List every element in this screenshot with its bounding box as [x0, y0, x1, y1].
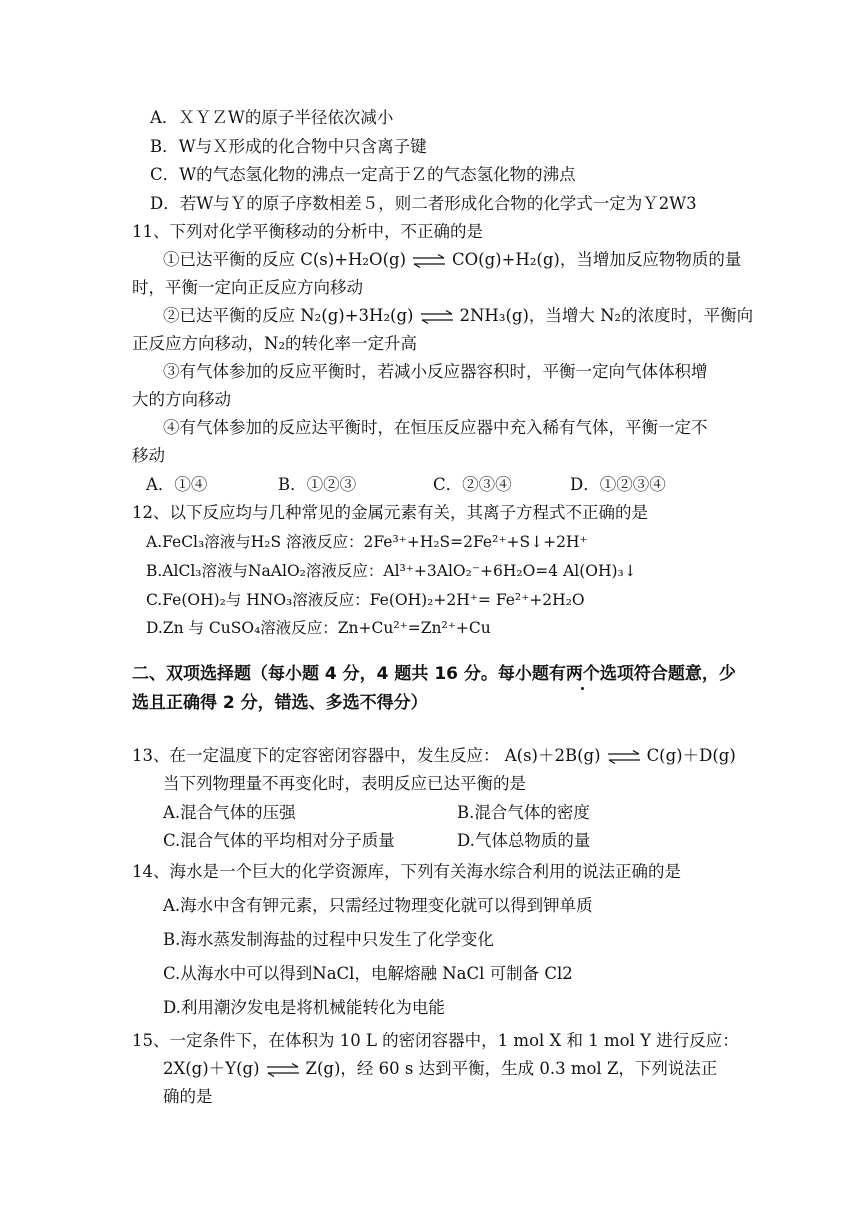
equilibrium-arrow-icon [420, 310, 454, 324]
q10-option-c: C．W的气态氢化物的沸点一定高于Ｚ的气态氢化物的沸点 [150, 165, 576, 184]
q11-statement-4: ④有气体参加的反应达平衡时，在恒压反应器中充入稀有气体，平衡一定不 [163, 418, 708, 437]
q11-statement-2-cont: 正反应方向移动，N₂的转化率一定升高 [132, 334, 418, 353]
q15-stem: 15、一定条件下，在体积为 10 L 的密闭容器中，1 mol X 和 1 mol Y 进行反应： [132, 1031, 739, 1050]
q13-option-c: C.混合气体的平均相对分子质量 [163, 831, 395, 850]
q14-option-c: C.从海水中可以得到NaCl，电解熔融 NaCl 可制备 Cl2 [163, 964, 573, 983]
q11-option-c: C．②③④ [433, 475, 512, 494]
q14-option-a: A.海水中含有钾元素，只需经过物理变化就可以得到钾单质 [163, 896, 593, 915]
q11-option-b: B．①②③ [278, 475, 357, 494]
q13-option-a: A.混合气体的压强 [163, 803, 296, 822]
q13-option-b: B.混合气体的密度 [457, 803, 590, 822]
equilibrium-arrow-icon [412, 254, 446, 268]
section-2-heading-cont: 选且正确得 2 分，错选、多选不得分） [132, 693, 428, 713]
equilibrium-arrow-icon [266, 1063, 300, 1077]
q12-stem: 12、以下反应均与几种常见的金属元素有关，其离子方程式不正确的是 [132, 503, 648, 522]
q12-option-d: D.Zn 与 CuSO₄溶液反应：Zn+Cu²⁺=Zn²⁺+Cu [146, 619, 491, 637]
q14-option-b: B.海水蒸发制海盐的过程中只发生了化学变化 [163, 930, 494, 949]
q12-option-c: C.Fe(OH)₂与 HNO₃溶液反应：Fe(OH)₂+2H⁺= Fe²⁺+2H₂O [146, 591, 585, 609]
section-2-heading: 二、双项选择题（每小题 4 分，4 题共 16 分。每小题有两个选项符合题意，少 [132, 664, 736, 684]
q11-statement-1: ①已达平衡的反应 C(s)+H₂O(g) CO(g)+H₂(g)，当增加反应物物质的量 [163, 250, 742, 269]
q12-option-b: B.AlCl₃溶液与NaAlO₂溶液反应：Al³⁺+3AlO₂⁻+6H₂O=4 Al(OH)₃↓ [146, 562, 637, 580]
q11-statement-4-cont: 移动 [132, 446, 165, 465]
q11-option-a: A．①④ [146, 475, 208, 494]
emphasis-dots: 两个 [565, 664, 600, 684]
q13-option-d: D.气体总物质的量 [457, 831, 591, 850]
q15-stem-cont: 确的是 [163, 1087, 213, 1106]
q11-option-d: D．①②③④ [570, 475, 666, 494]
equilibrium-arrow-icon [607, 750, 641, 764]
q13-stem-cont: 当下列物理量不再变化时，表明反应已达平衡的是 [163, 774, 526, 793]
q15-equation-line: 2X(g)＋Y(g) Z(g)，经 60 s 达到平衡，生成 0.3 mol Z，下列说法正 [163, 1059, 718, 1078]
q10-option-a: A．ＸＹＺW的原子半径依次减小 [150, 108, 394, 127]
q11-statement-1-cont: 时，平衡一定向正反应方向移动 [132, 278, 363, 297]
q10-option-b: B．W与Ｘ形成的化合物中只含离子键 [150, 137, 427, 156]
q12-option-a: A.FeCl₃溶液与H₂S 溶液反应：2Fe³⁺+H₂S=2Fe²⁺+S↓+2H⁺ [146, 533, 588, 551]
q10-option-d: D．若W与Ｙ的原子序数相差５，则二者形成化合物的化学式一定为Ｙ2W3 [150, 194, 697, 213]
q14-stem: 14、海水是一个巨大的化学资源库，下列有关海水综合利用的说法正确的是 [132, 862, 681, 881]
q13-stem: 13、在一定温度下的定容密闭容器中，发生反应： A(s)＋2B(g) C(g)＋D(g) [132, 746, 736, 765]
q11-statement-2: ②已达平衡的反应 N₂(g)+3H₂(g) 2NH₃(g)，当增大 N₂的浓度时，平衡向 [163, 306, 754, 325]
q11-statement-3-cont: 大的方向移动 [132, 390, 231, 409]
q14-option-d: D.利用潮汐发电是将机械能转化为电能 [163, 998, 445, 1017]
q11-stem: 11、下列对化学平衡移动的分析中，不正确的是 [132, 222, 483, 241]
q11-statement-3: ③有气体参加的反应平衡时，若减小反应器容积时，平衡一定向气体体积增 [163, 362, 708, 381]
